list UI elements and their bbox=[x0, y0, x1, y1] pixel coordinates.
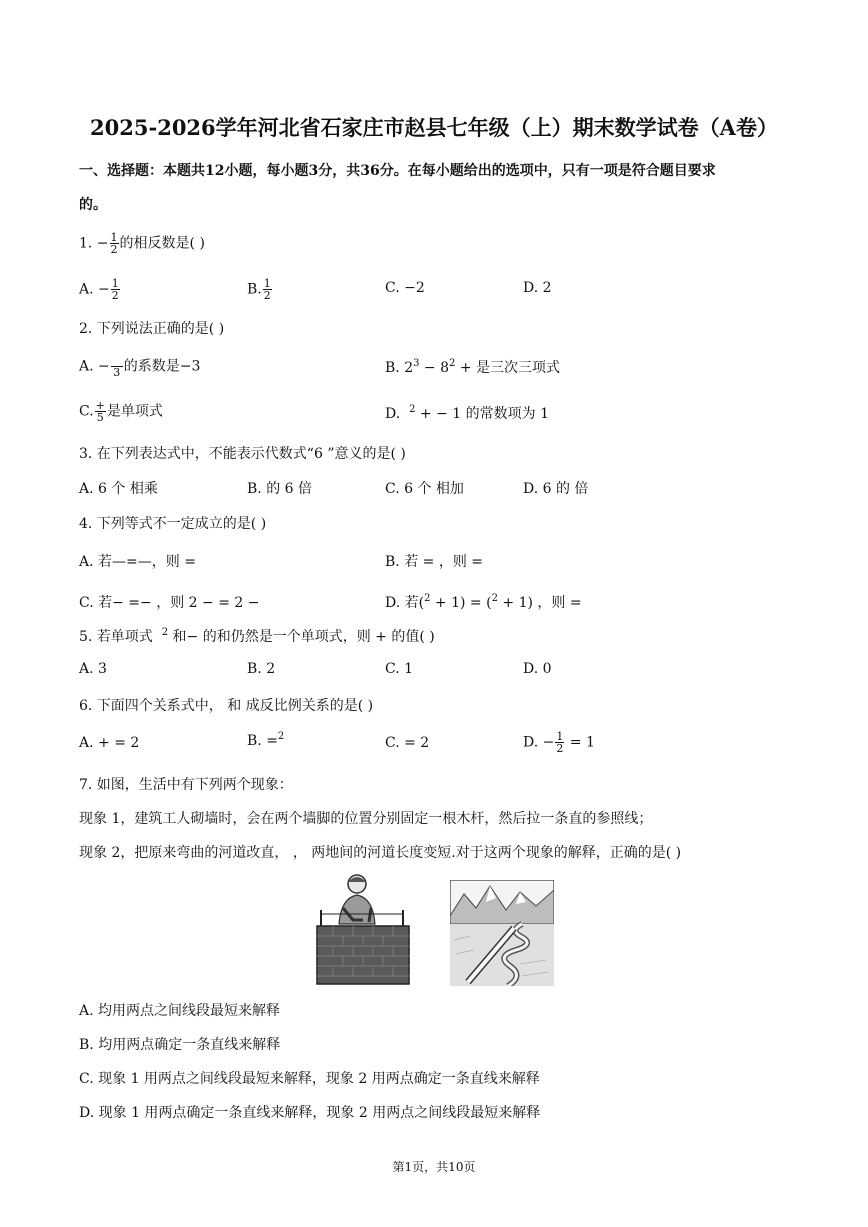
q7-option-d: D. 现象 1 用两点确定一条直线来解释，现象 2 用两点之间线段最短来解释 bbox=[79, 1105, 541, 1121]
q2-a-fraction bbox=[111, 355, 123, 378]
q7-option-a: A. 均用两点之间线段最短来解释 bbox=[79, 1003, 281, 1019]
q3-option-d: D. 6 的 倍 bbox=[523, 481, 589, 497]
q2-a-prefix: A. − bbox=[79, 358, 110, 375]
q3-option-a: A. 6 个 相乘 bbox=[79, 481, 158, 497]
q5-option-a: A. 3 bbox=[79, 661, 107, 677]
q6-option-c: C. = 2 bbox=[385, 735, 430, 751]
q6-d-den: 2 bbox=[556, 742, 564, 755]
question-1-stem bbox=[79, 232, 205, 255]
q1-a-num: 1 bbox=[111, 277, 119, 290]
q6-d-suffix: = 1 bbox=[565, 734, 595, 751]
q2-a-den: 3 bbox=[113, 366, 121, 379]
question-3-stem: 3. 在下列表达式中，不能表示代数式“6 ”意义的是( ) bbox=[79, 446, 406, 462]
q3-option-c: C. 6 个 相加 bbox=[385, 481, 464, 497]
q7-option-b: B. 均用两点确定一条直线来解释 bbox=[79, 1037, 281, 1053]
q1-b-prefix: B. bbox=[247, 281, 262, 298]
q2-b-suffix: + 是三次三项式 bbox=[455, 360, 561, 376]
q1-b-num: 1 bbox=[263, 277, 271, 290]
q1-option-d: D. 2 bbox=[523, 280, 552, 296]
q5-sup: 2 bbox=[161, 627, 169, 638]
q1-a-fraction bbox=[111, 278, 120, 301]
question-5-stem bbox=[79, 626, 435, 646]
q2-c-den: 5 bbox=[96, 411, 104, 424]
q6-d-fraction bbox=[555, 731, 564, 754]
q2-c-fraction bbox=[95, 400, 106, 423]
question-2-stem: 2. 下列说法正确的是( ) bbox=[79, 321, 225, 337]
q1-suffix: 的相反数是( ) bbox=[119, 235, 205, 252]
q2-c-num: + bbox=[95, 399, 105, 412]
q2-b-mid: − 8 bbox=[419, 360, 450, 376]
q6-b-prefix: B. = bbox=[247, 733, 278, 749]
q1-prefix: 1. − bbox=[79, 235, 109, 252]
q4-d-suffix: + 1) ，则 = bbox=[497, 595, 582, 611]
q7-option-c: C. 现象 1 用两点之间线段最短来解释，现象 2 用两点确定一条直线来解释 bbox=[79, 1071, 540, 1087]
page-footer: 第1页，共10页 bbox=[392, 1160, 476, 1174]
q1-frac-num: 1 bbox=[110, 231, 118, 244]
q2-b-sup2: 2 bbox=[449, 358, 456, 369]
q5-prefix: 5. 若单项式 bbox=[79, 629, 153, 645]
wall-worker-illustration bbox=[313, 870, 413, 986]
q6-d-prefix: D. − bbox=[523, 734, 555, 751]
question-4-stem: 4. 下列等式不一定成立的是( ) bbox=[79, 516, 267, 532]
q6-b-sup: 2 bbox=[277, 731, 285, 742]
q5-option-c: C. 1 bbox=[385, 661, 414, 677]
q1-a-den: 2 bbox=[111, 289, 119, 302]
q3-option-b: B. 的 6 倍 bbox=[247, 481, 312, 497]
q5-suffix: 和− 的和仍然是一个单项式，则 + 的值( ) bbox=[168, 629, 435, 645]
q6-option-b bbox=[247, 731, 284, 749]
q1-frac-den: 2 bbox=[110, 243, 118, 256]
q6-option-d bbox=[523, 731, 595, 754]
q4-option-a: A. 若—=—，则 = bbox=[79, 554, 196, 570]
question-6-stem: 6. 下面四个关系式中， 和 成反比例关系的是( ) bbox=[79, 698, 374, 714]
q1-fraction bbox=[110, 232, 119, 255]
q1-b-fraction bbox=[263, 278, 272, 301]
q2-c-suffix: 是单项式 bbox=[106, 403, 163, 420]
river-landscape-illustration bbox=[450, 880, 554, 986]
q7-phenomenon-2: 现象 2，把原来弯曲的河道改直， ， 两地间的河道长度变短.对于这两个现象的解释，正确的是( ) bbox=[79, 845, 682, 861]
q1-option-a bbox=[79, 278, 121, 301]
q4-d-mid: + 1) = ( bbox=[430, 595, 492, 611]
q2-d-sup: 2 bbox=[409, 404, 416, 415]
q2-option-c bbox=[79, 400, 163, 423]
q2-option-b bbox=[385, 357, 560, 377]
q5-option-d: D. 0 bbox=[523, 661, 552, 677]
q6-d-num: 1 bbox=[556, 730, 564, 743]
q2-b-part1: B. 2 bbox=[385, 360, 414, 376]
q1-b-den: 2 bbox=[263, 289, 271, 302]
q7-phenomenon-1: 现象 1，建筑工人砌墙时，会在两个墙脚的位置分别固定一根木杆，然后拉一条直的参照线； bbox=[79, 811, 653, 827]
page-title: 2025-2026学年河北省石家庄市赵县七年级（上）期末数学试卷（A卷） bbox=[90, 115, 778, 140]
q2-d-prefix: D. bbox=[385, 406, 401, 422]
q1-option-b bbox=[247, 278, 273, 301]
q6-option-a: A. + = 2 bbox=[79, 735, 140, 751]
q4-option-c: C. 若− =− ，则 2 − = 2 − bbox=[79, 595, 260, 611]
q4-option-d bbox=[385, 592, 582, 612]
q4-d-sup1: 2 bbox=[424, 593, 431, 604]
q2-b-sup1: 3 bbox=[413, 358, 420, 369]
q1-a-prefix: A. − bbox=[79, 281, 110, 298]
q1-option-c: C. −2 bbox=[385, 280, 425, 296]
question-7-stem: 7. 如图，生活中有下列两个现象： bbox=[79, 777, 293, 793]
q2-option-d bbox=[385, 403, 549, 423]
q4-d-prefix: D. 若( bbox=[385, 595, 425, 611]
q4-option-b: B. 若 = ，则 = bbox=[385, 554, 483, 570]
section-header-line2: 的。 bbox=[79, 197, 107, 213]
section-header-line1: 一、选择题：本题共12小题，每小题3分，共36分。在每小题给出的选项中，只有一项是符合题目要求 bbox=[79, 163, 716, 179]
q2-c-prefix: C. bbox=[79, 403, 94, 420]
q5-option-b: B. 2 bbox=[247, 661, 276, 677]
q2-option-a bbox=[79, 355, 200, 378]
q2-d-suffix: + − 1 的常数项为 1 bbox=[415, 406, 549, 422]
q4-d-sup2: 2 bbox=[491, 593, 498, 604]
q2-a-suffix: 的系数是−3 bbox=[123, 358, 201, 375]
